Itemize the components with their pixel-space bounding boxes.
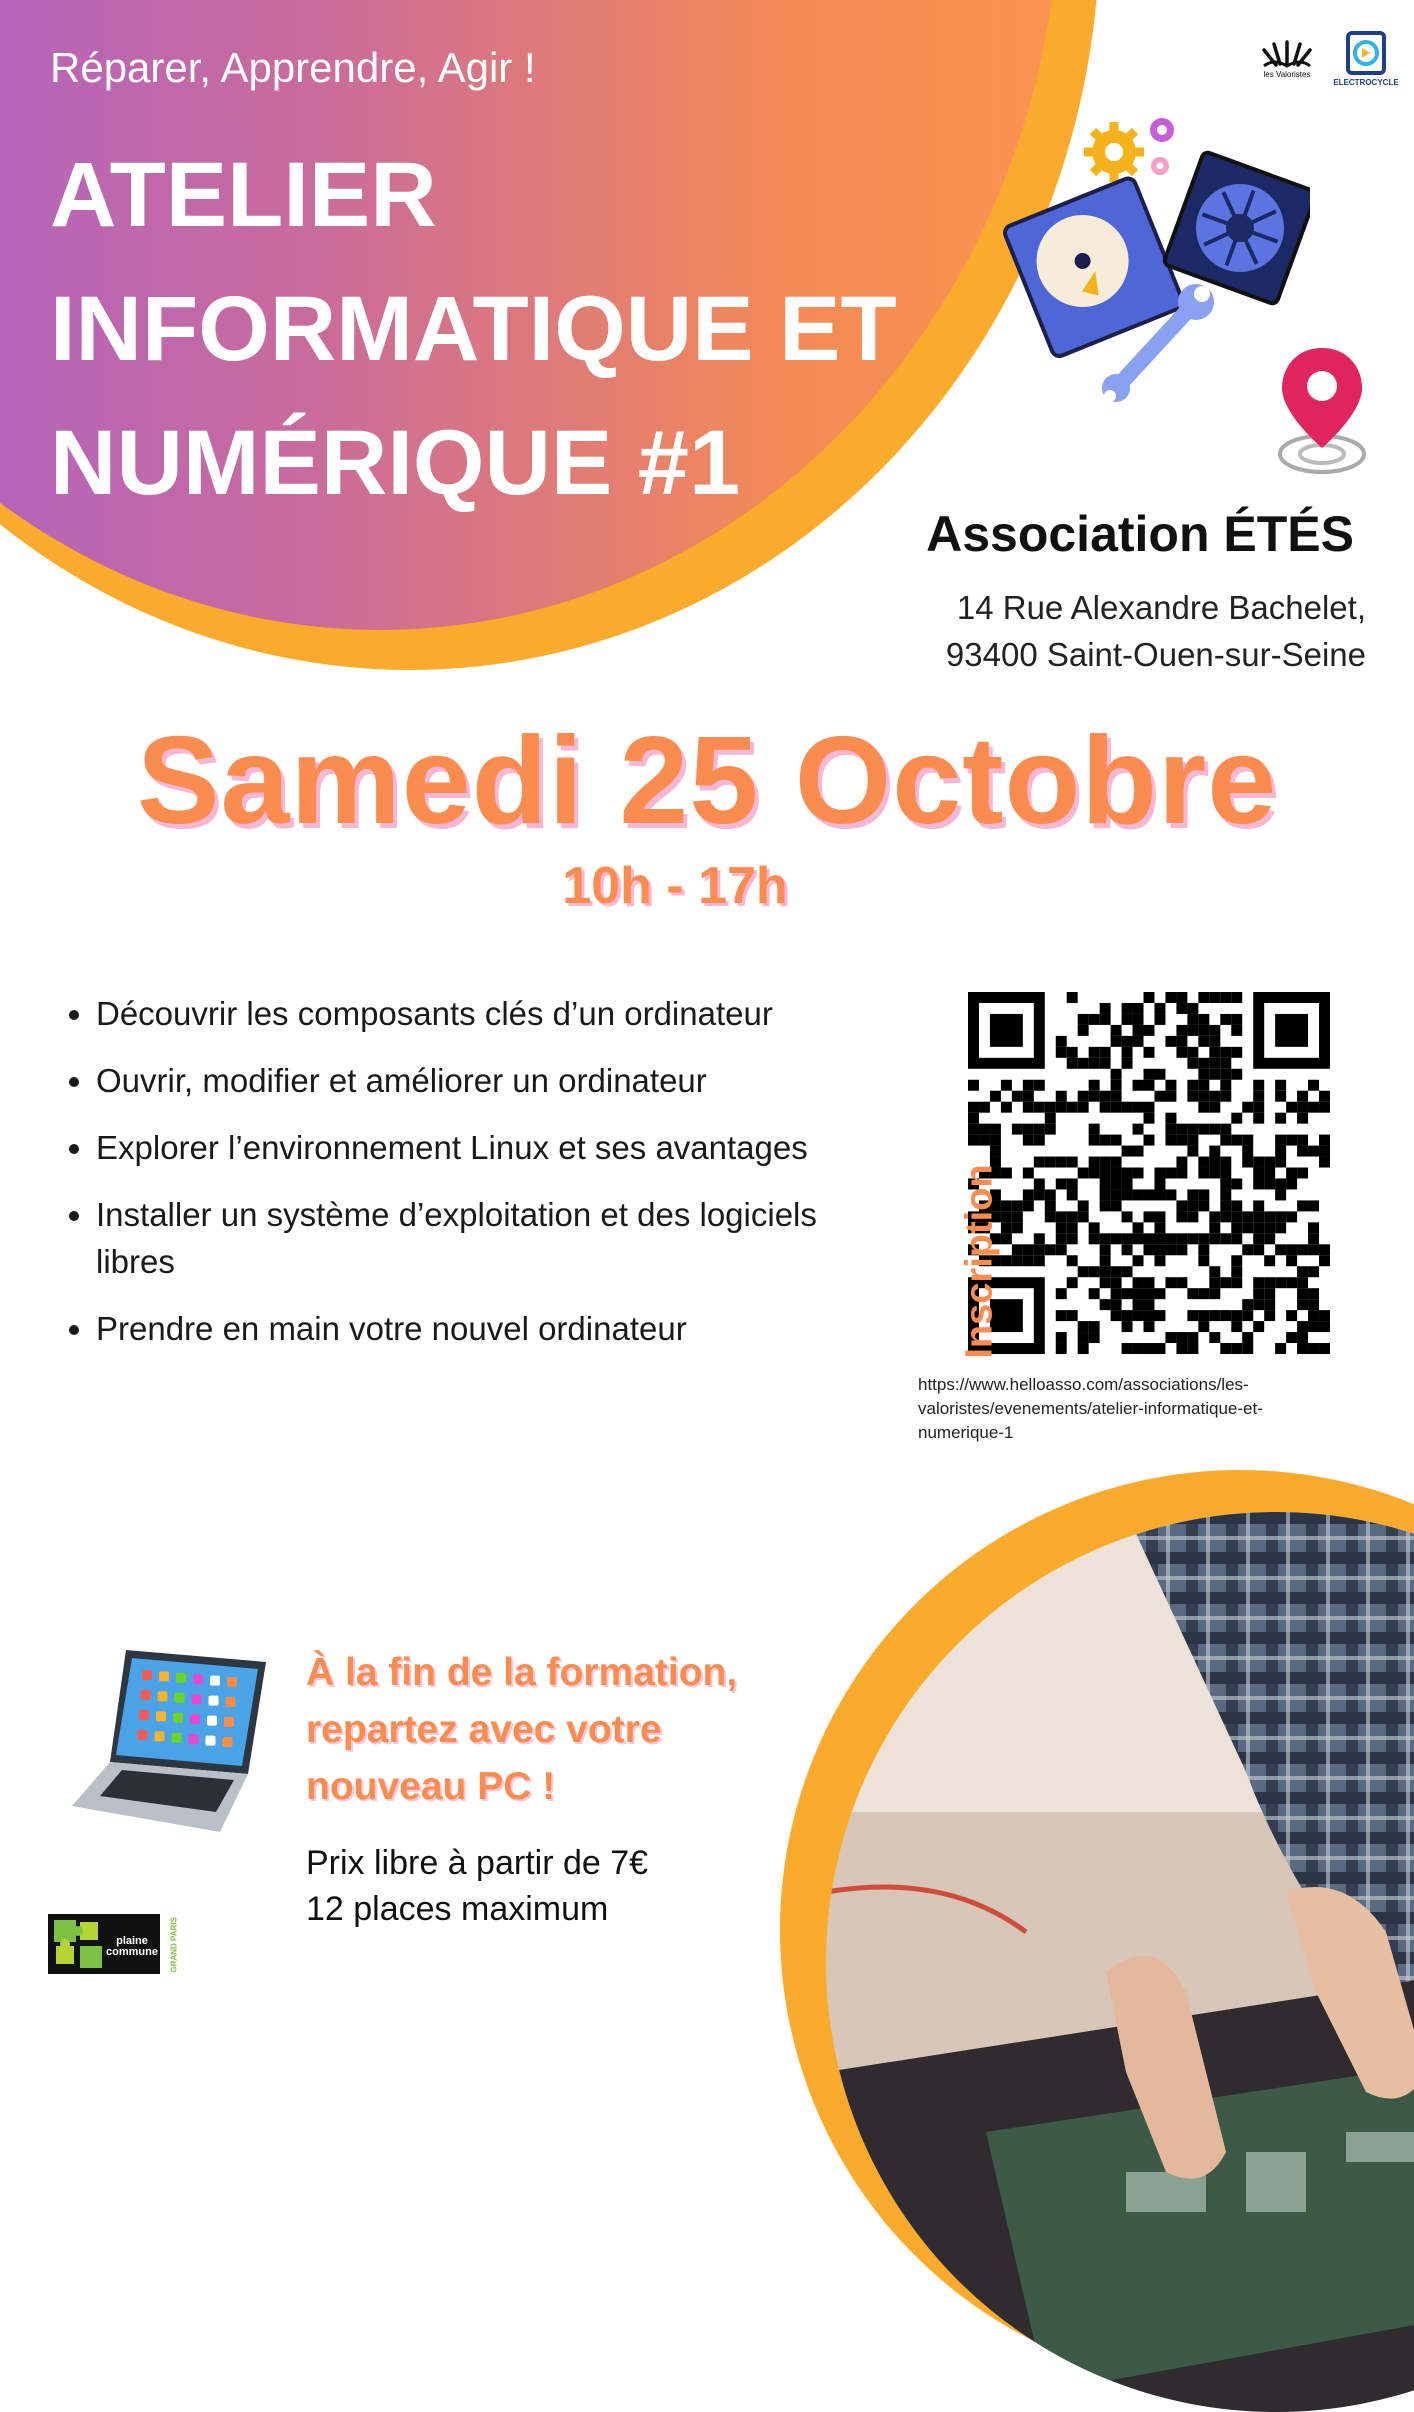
address-line-1: 14 Rue Alexandre Bachelet, xyxy=(956,589,1366,626)
list-item: • Ouvrir, modifier et améliorer un ordinateur xyxy=(96,1057,866,1104)
plaine-commune-side-label: GRAND PARIS xyxy=(169,1917,179,1973)
registration-qr-code[interactable] xyxy=(968,992,1330,1354)
list-item: • Découvrir les composants clés d’un ordinateur xyxy=(96,990,866,1037)
puzzle-icon xyxy=(52,1918,104,1970)
small-gear-icon xyxy=(1150,118,1174,175)
promo-headline: À la fin de la formation, repartez avec votre nouveau PC ! xyxy=(306,1651,738,1808)
list-item: • Prendre en main votre nouvel ordinateur xyxy=(96,1305,866,1352)
list-item: • Installer un système d’exploitation et des logiciels libres xyxy=(96,1191,866,1285)
valoristes-logo xyxy=(1256,36,1318,84)
gear-icon xyxy=(1084,122,1144,182)
hard-drive-icon xyxy=(1003,176,1185,358)
association-name: Association ÉTÉS xyxy=(926,506,1354,562)
seats-text: 12 places maximum xyxy=(306,1890,609,1928)
pricing-info xyxy=(306,1840,648,1932)
address-line-2: 93400 Saint-Ouen-sur-Seine xyxy=(945,636,1366,673)
list-item: • Explorer l’environnement Linux et ses avantages xyxy=(96,1124,866,1171)
price-text: Prix libre à partir de 7€ xyxy=(306,1844,649,1882)
tagline: Réparer, Apprendre, Agir ! xyxy=(50,44,536,91)
event-date: Samedi 25 Octobre xyxy=(136,712,1278,850)
valoristes-label: les Valoristes xyxy=(1263,70,1311,79)
title-line-3: NUMÉRIQUE #1 xyxy=(50,412,741,514)
plaine-commune-logo xyxy=(48,1914,178,1974)
activities-list xyxy=(58,990,866,1372)
electrocycle-icon xyxy=(1336,30,1396,78)
registration-url[interactable]: https://www.helloasso.com/associations/les-valoristes/evenements/atelier-informatique-et-numerique-1 xyxy=(918,1375,1263,1442)
title-line-2: INFORMATIQUE ET xyxy=(50,278,897,380)
computer-parts-illustration xyxy=(990,108,1310,408)
plaine-commune-label: plaine commune xyxy=(106,1935,158,1958)
laptop-icon xyxy=(70,1646,270,1836)
electrocycle-label: ELECTROCYCLE xyxy=(1333,78,1399,87)
fan-icon xyxy=(1163,151,1310,305)
event-hours: 10h - 17h xyxy=(562,857,788,915)
address xyxy=(946,584,1366,678)
location-pin-icon xyxy=(1272,344,1372,479)
title-line-1: ATELIER xyxy=(50,144,437,246)
page-title xyxy=(50,128,950,530)
electrocycle-logo xyxy=(1333,30,1399,92)
registration-label: Inscription xyxy=(958,1164,1001,1359)
